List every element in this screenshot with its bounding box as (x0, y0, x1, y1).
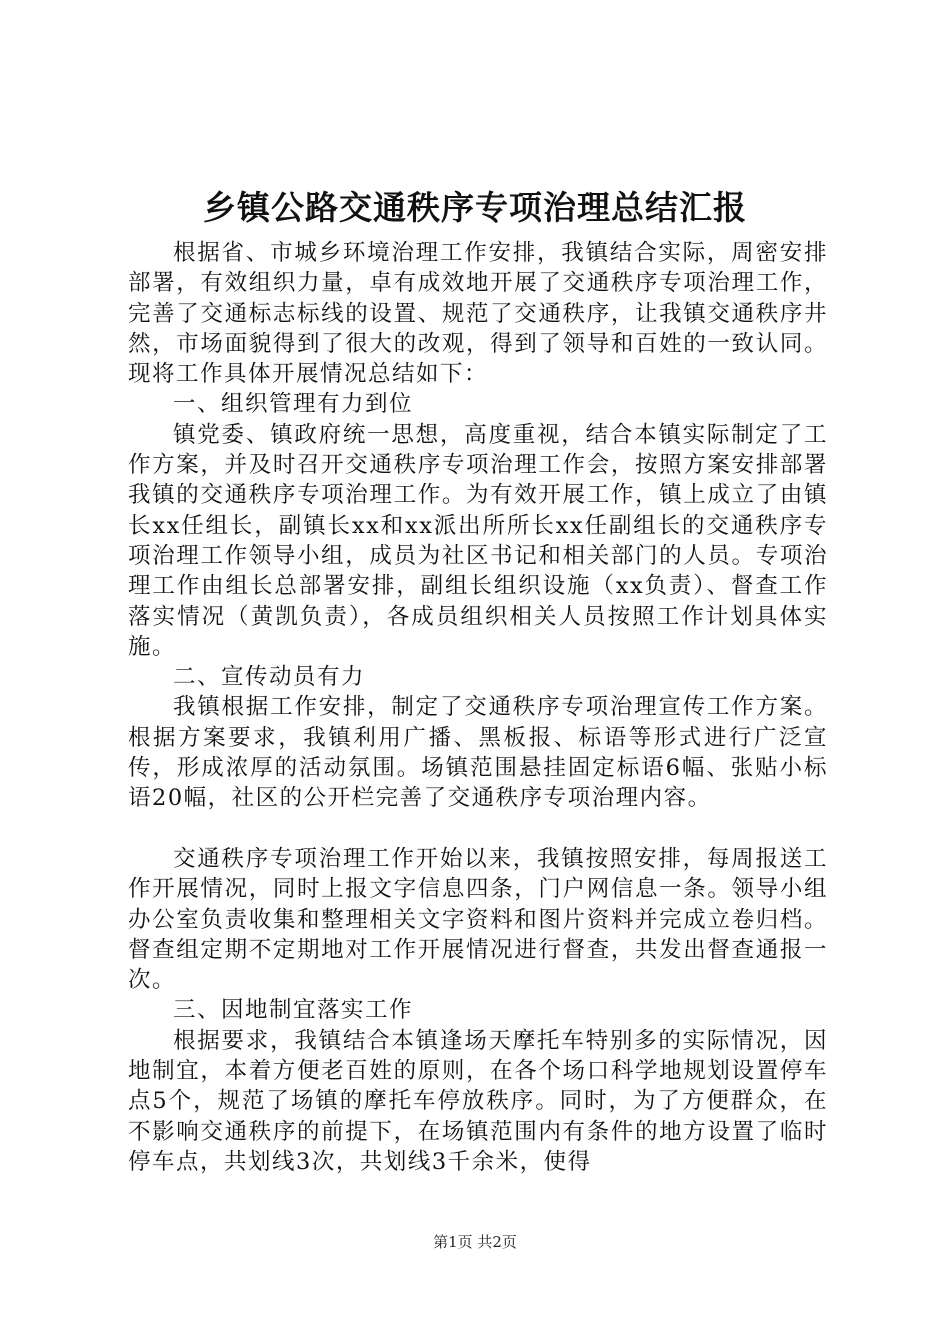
section-1-heading: 一、组织管理有力到位 (173, 391, 414, 418)
page-footer: 第1页 共2页 (433, 1233, 517, 1251)
section-2-heading: 二、宣传动员有力 (173, 664, 366, 691)
paragraph-spacer (128, 814, 828, 844)
document-title: 乡镇公路交通秩序专项治理总结汇报 (203, 188, 747, 227)
section-3-heading: 三、因地制宜落实工作 (173, 997, 414, 1024)
section-2-paragraph-2: 交通秩序专项治理工作开始以来，我镇按照安排，每周报送工作开展情况，同时上报文字信息四条，门户网信息一条。领导小组办公室负责收集和整理相关文字资料和图片资料并完成立卷归档。督查组定期不定期地对工作开展情况进行督查，共发出督查通报一次。 (128, 845, 828, 994)
intro-paragraph: 根据省、市城乡环境治理工作安排，我镇结合实际，周密安排部署，有效组织力量，卓有成效地开展了交通秩序专项治理工作，完善了交通标志标线的设置、规范了交通秩序，让我镇交通秩序井然，市场面貌得到了很大的改观，得到了领导和百姓的一致认同。现将工作具体开展情况总结如下： (128, 240, 828, 388)
section-3-paragraph: 根据要求，我镇结合本镇逢场天摩托车特别多的实际情况，因地制宜，本着方便老百姓的原则，在各个场口科学地规划设置停车点5个，规范了场镇的摩托车停放秩序。同时，为了方便群众，在不影响交通秩序的前提下，在场镇范围内有条件的地方设置了临时停车点，共划线3次，共划线3千余米，使得 (128, 1027, 828, 1175)
document-body (128, 238, 828, 1177)
section-1-paragraph: 镇党委、镇政府统一思想，高度重视，结合本镇实际制定了工作方案，并及时召开交通秩序专项治理工作会，按照方案安排部署我镇的交通秩序专项治理工作。为有效开展工作，镇上成立了由镇长xx任组长，副镇长xx和xx派出所所长xx任副组长的交通秩序专项治理工作领导小组，成员为社区书记和相关部门的人员。专项治理工作由组长总部署安排，副组长组织设施（xx负责）、督查工作落实情况（黄凯负责），各成员组织相关人员按照工作计划具体实施。 (128, 421, 828, 660)
section-2-paragraph-1: 我镇根据工作安排，制定了交通秩序专项治理宣传工作方案。根据方案要求，我镇利用广播、黑板报、标语等形式进行广泛宣传，形成浓厚的活动氛围。场镇范围悬挂固定标语6幅、张贴小标语20幅，社区的公开栏完善了交通秩序专项治理内容。 (128, 694, 828, 812)
